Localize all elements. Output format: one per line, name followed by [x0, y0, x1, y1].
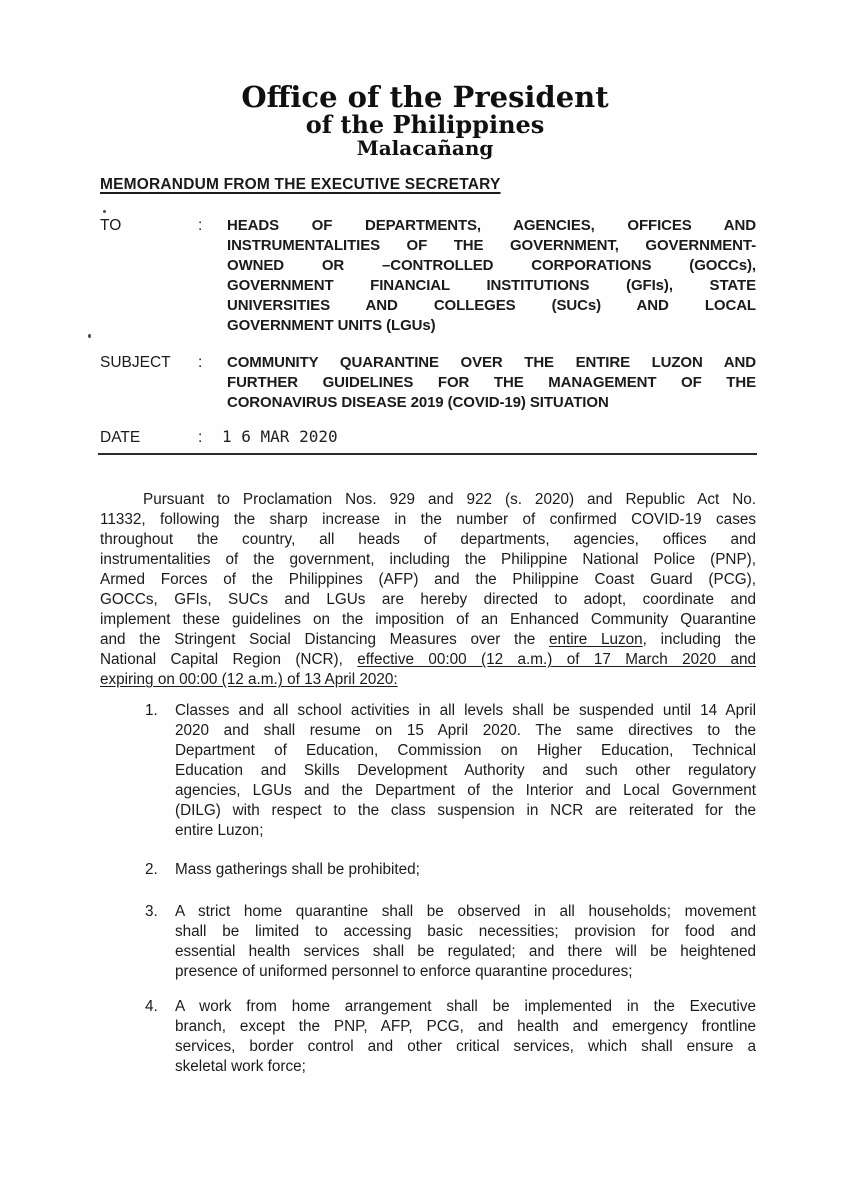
to-colon: :	[198, 217, 203, 234]
item-line: Department of Education, Commission on Higher Education, Technical	[175, 742, 756, 759]
item-number: 3.	[145, 903, 158, 920]
subject-colon: :	[198, 354, 203, 371]
letterhead	[0, 80, 850, 160]
divider-rule	[98, 453, 757, 455]
meta-to-row	[100, 216, 756, 336]
list-item-4	[145, 997, 756, 1077]
item-text	[175, 701, 756, 841]
intro-line	[100, 650, 756, 670]
intro-line: throughout the country, all heads of departments, agencies, offices and	[100, 531, 756, 548]
letterhead-office-line: Office of the President	[241, 80, 609, 114]
letterhead-philippines-line: of the Philippines	[305, 110, 545, 139]
item-line: A strict home quarantine shall be observed in all households; movement	[175, 903, 756, 920]
subject-value	[227, 353, 756, 413]
item-line: Mass gatherings shall be prohibited;	[175, 861, 420, 878]
intro-underlined-segment: effective 00:00 (12 a.m.) of 17 March 2020 and	[357, 651, 756, 668]
item-line: A work from home arrangement shall be implemented in the Executive	[175, 998, 756, 1015]
item-number: 4.	[145, 998, 158, 1015]
item-line: 2020 and shall resume on 15 April 2020. The same directives to the	[175, 722, 756, 739]
list-item-3	[145, 902, 756, 982]
item-line: Classes and all school activities in all levels shall be suspended until 14 April	[175, 702, 756, 719]
to-line: OWNED OR –CONTROLLED CORPORATIONS (GOCCs),	[227, 257, 756, 274]
subject-label: SUBJECT	[100, 354, 171, 371]
to-line: GOVERNMENT UNITS (LGUs)	[227, 317, 436, 334]
to-line: INSTRUMENTALITIES OF THE GOVERNMENT, GOVERNMENT-	[227, 237, 756, 254]
date-label: DATE	[100, 429, 141, 446]
to-value	[227, 216, 756, 336]
intro-line	[100, 630, 756, 650]
item-line: shall be limited to accessing basic necessities; provision for food and	[175, 923, 756, 940]
item-line: branch, except the PNP, AFP, PCG, and health and emergency frontline	[175, 1018, 756, 1035]
scan-speck	[88, 334, 91, 338]
item-line: (DILG) with respect to the class suspension in NCR are reiterated for the	[175, 802, 756, 819]
item-number: 2.	[145, 861, 158, 878]
item-text	[175, 902, 756, 982]
intro-line: implement these guidelines on the imposition of an Enhanced Community Quarantine	[100, 611, 756, 628]
meta-date-row	[100, 428, 756, 454]
item-text	[175, 860, 756, 880]
intro-paragraph	[100, 490, 756, 690]
item-line: services, border control and other critical services, which shall ensure a	[175, 1038, 756, 1055]
letterhead-malacanang-line: Malacañang	[356, 136, 494, 160]
list-item-2	[145, 860, 756, 880]
intro-text-segment: and the Stringent Social Distancing Measures over the	[100, 631, 549, 648]
intro-text-segment: , including the	[642, 631, 756, 648]
item-text	[175, 997, 756, 1077]
subject-line: COMMUNITY QUARANTINE OVER THE ENTIRE LUZON AND	[227, 354, 756, 371]
list-item-1	[145, 701, 756, 841]
intro-line	[100, 670, 756, 690]
intro-underlined-segment: entire Luzon	[549, 631, 643, 648]
intro-underlined-segment: expiring on 00:00 (12 a.m.) of 13 April 2020:	[100, 671, 398, 688]
item-line: Education and Skills Development Authority and such other regulatory	[175, 762, 756, 779]
meta-subject-row	[100, 353, 756, 413]
to-line: GOVERNMENT FINANCIAL INSTITUTIONS (GFIs), STATE	[227, 277, 756, 294]
intro-text-segment: National Capital Region (NCR),	[100, 651, 358, 668]
item-line: entire Luzon;	[175, 822, 264, 839]
intro-line: 11332, following the sharp increase in the number of confirmed COVID-19 cases	[100, 511, 756, 528]
intro-line: instrumentalities of the government, including the Philippine National Police (PNP),	[100, 551, 756, 568]
subject-line: CORONAVIRUS DISEASE 2019 (COVID-19) SITUATION	[227, 394, 609, 411]
date-colon: :	[198, 429, 203, 446]
to-line: HEADS OF DEPARTMENTS, AGENCIES, OFFICES AND	[227, 217, 756, 234]
memo-title: MEMORANDUM FROM THE EXECUTIVE SECRETARY	[100, 176, 501, 193]
intro-line: Armed Forces of the Philippines (AFP) and the Philippine Coast Guard (PCG),	[100, 571, 756, 588]
to-label: TO	[100, 217, 122, 234]
item-line: presence of uniformed personnel to enforce quarantine procedures;	[175, 963, 633, 980]
scan-speck	[103, 210, 106, 213]
to-line: UNIVERSITIES AND COLLEGES (SUCs) AND LOCAL	[227, 297, 756, 314]
item-line: agencies, LGUs and the Department of the Interior and Local Government	[175, 782, 756, 799]
intro-line: Pursuant to Proclamation Nos. 929 and 922 (s. 2020) and Republic Act No.	[143, 491, 756, 508]
item-number: 1.	[145, 702, 158, 719]
subject-line: FURTHER GUIDELINES FOR THE MANAGEMENT OF THE	[227, 374, 756, 391]
date-stamp: 1 6 MAR 2020	[222, 427, 338, 446]
intro-line: GOCCs, GFIs, SUCs and LGUs are hereby directed to adopt, coordinate and	[100, 591, 756, 608]
item-line: skeletal work force;	[175, 1058, 306, 1075]
item-line: essential health services shall be regulated; and there will be heightened	[175, 943, 756, 960]
